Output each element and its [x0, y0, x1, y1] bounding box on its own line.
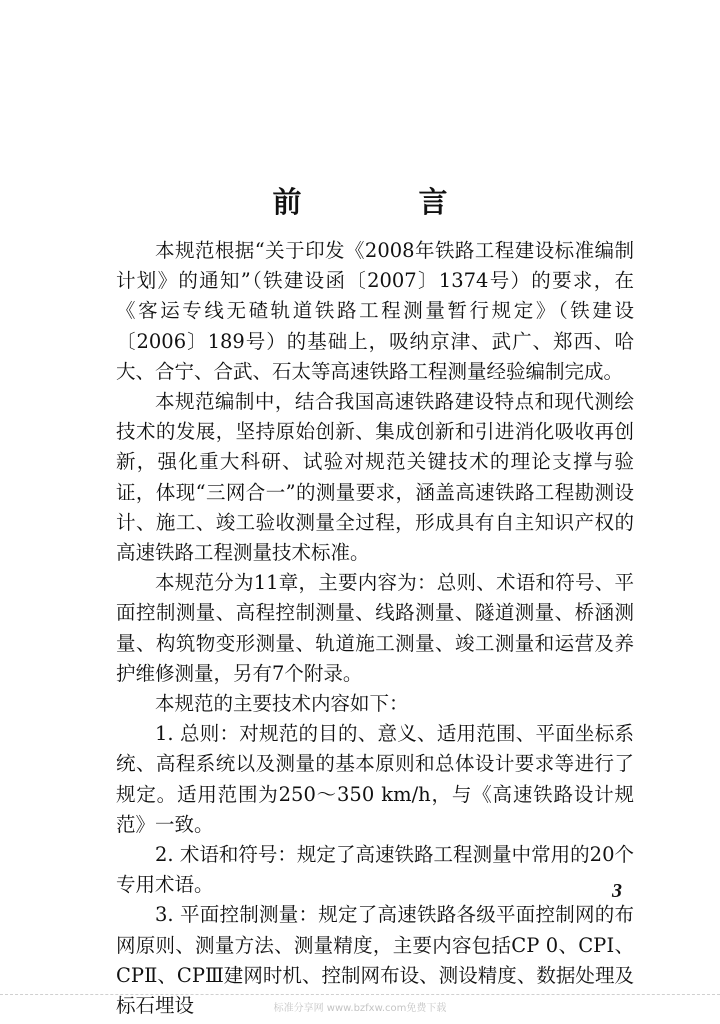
paragraph-item-general: 1. 总则：对规范的目的、意义、适用范围、平面坐标系统、高程系统以及测量的基本原则和总体设计要求等进行了规定。适用范围为250～350 km/h，与《高速铁路设计规范》一致。: [116, 722, 634, 836]
page-number: 3: [612, 880, 622, 902]
paragraph-item-terms: 2. 术语和符号：规定了高速铁路工程测量中常用的20个专用术语。: [116, 843, 634, 897]
paragraph-basis: 本规范根据“关于印发《2008年铁路工程建设标准编制计划》的通知”（铁建设函〔2007〕1374号）的要求，在《客运专线无碴轨道铁路工程测量暂行规定》（铁建设〔2006〕189号）的基础上，吸纳京津、武广、郑西、哈大、合宁、合武、石太等高速铁路工程测量经验编制完成。: [116, 239, 634, 383]
paragraph-main-content-intro: 本规范的主要技术内容如下：: [155, 692, 409, 716]
watermark-text: 标准分享网 www.bzfxw.com免费下载: [273, 1003, 447, 1014]
footer-divider: [0, 994, 720, 995]
body-text: [116, 236, 634, 1021]
page-title: 前 言: [272, 185, 492, 219]
paragraph-structure: 本规范分为11章，主要内容为：总则、术语和符号、平面控制测量、高程控制测量、线路测量、隧道测量、桥涵测量、构筑物变形测量、轨道施工测量、竣工测量和运营及养护维修测量，另有7个附录。: [116, 571, 634, 685]
paragraph-item-plane-control: 3. 平面控制测量：规定了高速铁路各级平面控制网的布网原则、测量方法、测量精度，主要内容包括CP 0、CPⅠ、CPⅡ、CPⅢ建网时机、控制网布设、测设精度、数据处理及标石埋设: [116, 903, 634, 1018]
paragraph-compilation: 本规范编制中，结合我国高速铁路建设特点和现代测绘技术的发展，坚持原始创新、集成创新和引进消化吸收再创新，强化重大科研、试验对规范关键技术的理论支撑与验证，体现“三网合一”的测量要求，涵盖高速铁路工程勘测设计、施工、竣工验收测量全过程，形成具有自主知识产权的高速铁路工程测量技术标准。: [116, 390, 634, 565]
